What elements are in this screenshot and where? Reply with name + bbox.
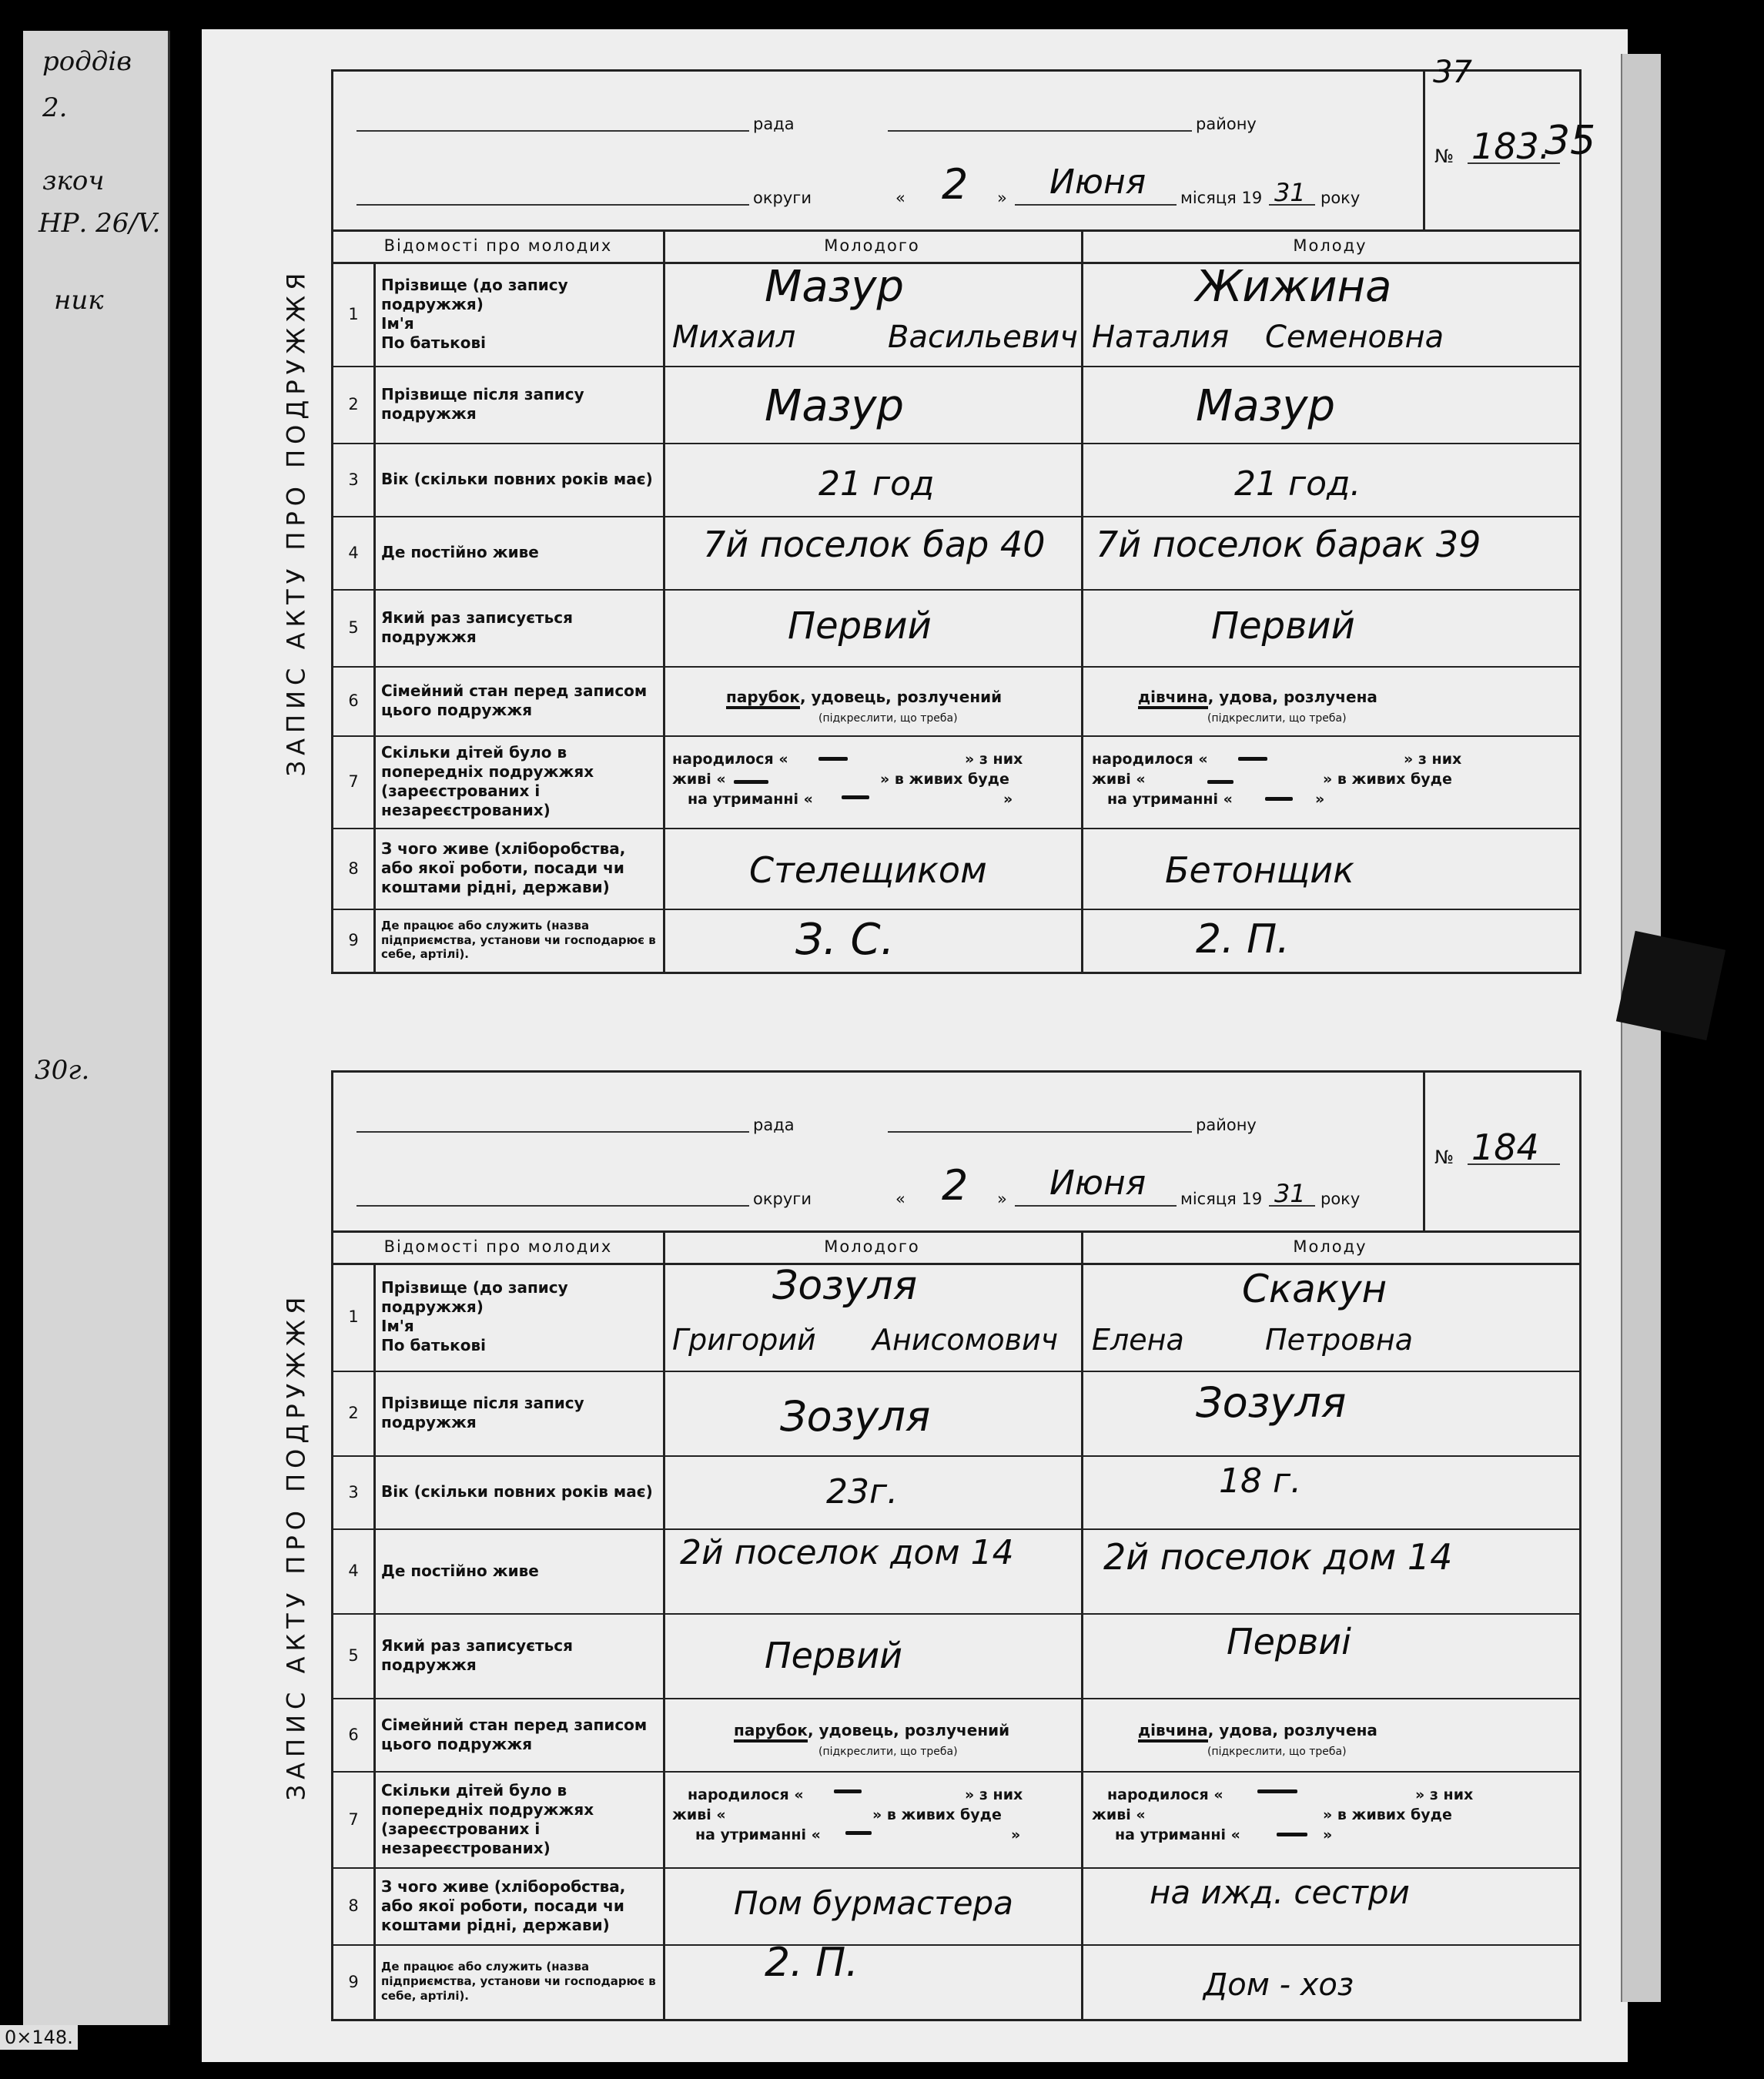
row-label: Вік (скільки повних років має) [381,1482,653,1501]
groom-children: народилося « » з них живі « » в живих буде на утриманні « » [672,1786,1023,1843]
col-head-bride: Молоду [1081,229,1579,264]
row-age [333,443,1579,517]
dash-mark [818,757,848,761]
number-sign: № [1434,1147,1454,1168]
row-label: Вік (скільки повних років має) [381,470,653,488]
row-label: Де постійно живе [381,1561,539,1580]
row-marriage-count [333,1613,1579,1699]
record-day: 2 [942,160,969,209]
rayonu-label: району [1196,115,1257,133]
margin-note: НР. 26/V. [38,208,161,239]
bride-patronymic: Петровна [1265,1323,1413,1357]
bride-status-options: дівчина, удова, розлучена [1138,688,1377,706]
bride-address: 7й поселок барак 39 [1096,524,1481,565]
margin-note: 2. [42,92,68,123]
form-code: 0×148. [0,2025,78,2050]
margin-note: роддів [42,46,132,77]
row-label: З чого живе (хліборобства, або якої роботи, посади чи коштами рідні, держави) [381,1876,626,1934]
corner-mark: 35 [1545,118,1596,164]
record-year: 31 [1274,178,1306,207]
record-month: Июня [1049,162,1146,202]
dash-mark [1257,1789,1297,1793]
row-number: 5 [348,1646,359,1665]
record-number-box [1423,55,1596,229]
month-blank [1015,204,1177,206]
row-label: Який раз записується подружжя [381,608,573,646]
row-marriage-count [333,589,1579,668]
bride-name: Елена [1092,1323,1184,1357]
row-label: Де працює або служить (назва підприємства, установи чи господарює в себе, артілі). [381,1960,656,2003]
row-number: 8 [348,1897,359,1915]
row-livelihood [333,828,1579,910]
row-number: 4 [348,1562,359,1580]
row-number: 6 [348,1725,359,1744]
form-header [333,55,1596,232]
year-blank [1269,1205,1315,1207]
groom-address: 7й поселок бар 40 [703,524,1046,565]
row-label: Прізвище після запису подружжя [381,1394,584,1431]
row-surname-after [333,1371,1579,1457]
dash-mark [734,780,768,784]
row-number: 4 [348,543,359,562]
bride-workplace: Дом - хоз [1203,1967,1354,2003]
okrugy-blank [356,204,749,206]
row-children [333,735,1579,829]
record-month: Июня [1049,1163,1146,1203]
groom-status-note: (підкреслити, що треба) [818,712,958,725]
groom-surname-after: Мазур [765,381,905,431]
row-marital-status [333,666,1579,737]
marriage-record-form-2 [260,1070,1582,2021]
bride-livelihood: на ижд. сестри [1150,1873,1410,1911]
groom-surname-after: Зозуля [780,1392,931,1441]
bride-marriage-count: Первиі [1227,1621,1351,1662]
bride-surname: Скакун [1242,1267,1387,1311]
margin-note: ник [54,285,104,316]
row-number: 9 [348,931,359,949]
bride-patronymic: Семеновна [1265,320,1444,355]
row-livelihood [333,1867,1579,1946]
misyatsya-label: місяця 19 [1180,189,1263,207]
groom-workplace: 2. П. [765,1940,859,1986]
groom-livelihood: Стелещиком [749,849,987,891]
row-number: 6 [348,691,359,710]
groom-patronymic: Анисомович [872,1323,1059,1357]
groom-surname: Зозуля [772,1263,918,1309]
row-number: 7 [348,772,359,791]
bride-children: народилося « » з них живі « » в живих буде на утриманні « » [1092,1786,1474,1843]
bride-name: Наталия [1092,320,1230,355]
row-number: 2 [348,395,359,413]
row-names [333,1263,1579,1372]
row-label: Який раз записується подружжя [381,1636,573,1674]
bride-age: 21 год. [1234,464,1361,504]
corner-mark: 37 [1433,55,1472,90]
row-number: 3 [348,1482,359,1502]
bride-surname-after: Зозуля [1196,1378,1347,1427]
date-close-quote: » [997,189,1007,207]
vertical-title: ЗАПИС АКТУ ПРО ПОДРУЖЖЯ [281,267,310,776]
okrugy-blank [356,1205,749,1207]
dash-mark [1277,1833,1307,1836]
groom-name: Михаил [672,320,796,355]
col-head-info: Відомості про молодих [333,1230,663,1265]
row-label: Прізвище після запису подружжя [381,385,584,423]
record-number-box [1423,1073,1579,1230]
rada-blank [356,1131,749,1133]
row-address [333,1528,1579,1615]
groom-status-note: (підкреслити, що треба) [818,1746,958,1758]
dash-mark [842,795,869,799]
col-head-groom: Молодого [663,1230,1081,1265]
row-surname-after [333,366,1579,444]
bride-status-note: (підкреслити, що треба) [1207,1746,1347,1758]
row-number: 5 [348,618,359,637]
row-number: 8 [348,859,359,878]
groom-workplace: З. С. [795,915,895,965]
row-address [333,516,1579,591]
okrugy-label: округи [753,1190,812,1208]
bride-workplace: 2. П. [1196,916,1290,962]
dash-mark [834,1789,862,1793]
binding-clip [1616,931,1726,1040]
rada-label: рада [753,1116,795,1134]
groom-marriage-count: Первий [788,604,932,648]
col-head-bride: Молоду [1081,1230,1579,1265]
bride-surname-after: Мазур [1196,381,1336,431]
groom-age: 21 год [818,464,935,504]
dash-mark [1265,797,1293,801]
groom-patronymic: Васильевич [888,320,1078,355]
row-label: Скільки дітей було в попередніх подружжях (зареєстрованих і незареєстрованих) [381,743,594,819]
year-blank [1269,204,1315,206]
groom-children: народилося « » з них живі « » в живих буде на утриманні « » [672,751,1023,808]
row-number: 7 [348,1810,359,1829]
bride-surname: Жижина [1196,262,1392,312]
col-head-info: Відомості про молодих [333,229,663,264]
row-label: Де постійно живе [381,543,539,561]
number-sign: № [1434,146,1454,167]
row-number: 9 [348,1972,359,1991]
margin-note: 30г. [35,1055,90,1086]
row-age [333,1455,1579,1530]
row-children [333,1771,1579,1869]
marriage-record-form-1 [260,55,1596,974]
okrugy-label: округи [753,189,812,207]
row-label: З чого живе (хліборобства, або якої роботи, посади чи коштами рідні, держави) [381,839,626,896]
left-page-strip [23,31,170,2025]
row-marital-status [333,1698,1579,1773]
row-number: 1 [348,1307,359,1326]
groom-marriage-count: Первий [765,1635,902,1676]
dash-mark [1238,757,1267,761]
row-label: Прізвище (до запису подружжя) Ім'я По батькові [381,1278,568,1354]
record-day: 2 [942,1161,969,1210]
dash-mark [1207,780,1233,784]
rayonu-label: району [1196,1116,1257,1134]
record-number: 183. [1471,126,1551,167]
record-year: 31 [1274,1179,1306,1208]
rada-blank [356,130,749,132]
groom-surname: Мазур [765,262,905,312]
form-box [331,55,1596,974]
roku-label: року [1320,1190,1361,1208]
dash-mark [845,1831,872,1835]
bride-marriage-count: Первий [1211,604,1355,648]
bride-status-note: (підкреслити, що треба) [1207,712,1347,725]
row-workplace [333,909,1579,972]
row-number: 1 [348,304,359,323]
row-number: 3 [348,470,359,489]
month-blank [1015,1205,1177,1207]
row-number: 2 [348,1404,359,1422]
bride-status-options: дівчина, удова, розлучена [1138,1721,1377,1739]
col-head-groom: Молодого [663,229,1081,264]
bride-livelihood: Бетонщик [1165,849,1354,891]
row-label: Сімейний стан перед записом цього подружжя [381,1715,648,1753]
rayonu-blank [888,1131,1192,1133]
date-open-quote: « [895,1190,905,1208]
groom-status-options: парубок, удовець, розлучений [734,1721,1009,1739]
form-box [331,1070,1582,2021]
row-label: Скільки дітей було в попередніх подружжях (зареєстрованих і незареєстрованих) [381,1780,594,1857]
row-names [333,262,1579,367]
groom-name: Григорий [672,1323,816,1357]
rayonu-blank [888,130,1192,132]
roku-label: року [1320,189,1361,207]
record-number: 184 [1471,1127,1539,1168]
row-label: Прізвище (до запису подружжя) Ім'я По батькові [381,275,568,352]
margin-note: зкоч [42,166,105,196]
row-workplace [333,1940,1579,2019]
groom-age: 23г. [826,1472,899,1512]
misyatsya-label: місяця 19 [1180,1190,1263,1208]
date-open-quote: « [895,189,905,207]
rada-label: рада [753,115,795,133]
groom-address: 2й поселок дом 14 [680,1533,1014,1572]
bride-age: 18 г. [1219,1461,1302,1501]
form-header [333,1073,1579,1233]
bride-address: 2й поселок дом 14 [1103,1536,1453,1578]
groom-status-options: парубок, удовець, розлучений [726,688,1002,706]
vertical-title: ЗАПИС АКТУ ПРО ПОДРУЖЖЯ [281,1291,310,1800]
date-close-quote: » [997,1190,1007,1208]
groom-livelihood: Пом бурмастера [734,1884,1013,1922]
bride-children: народилося « » з них живі « » в живих буде на утриманні « » [1092,751,1462,808]
row-label: Де працює або служить (назва підприємства, установи чи господарює в себе, артілі). [381,918,656,962]
row-label: Сімейний стан перед записом цього подружжя [381,681,648,719]
